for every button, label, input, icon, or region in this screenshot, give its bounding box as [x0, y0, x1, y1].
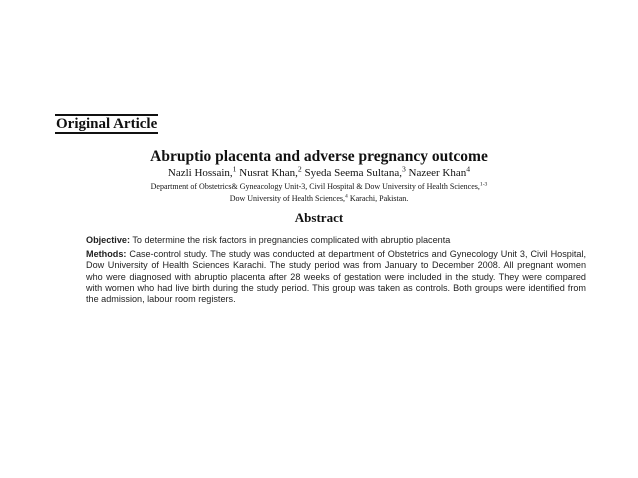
abstract-methods: [86, 249, 586, 305]
affiliation-mark: 4: [345, 193, 348, 200]
author-affiliation-mark: 1: [232, 164, 237, 174]
author-list: [0, 164, 638, 179]
author-name: Nusrat Khan,: [236, 167, 298, 179]
abstract-objective: [86, 235, 586, 246]
author-affiliation-mark: 4: [466, 164, 471, 174]
affiliation-text: Dow University of Health Sciences,: [229, 194, 346, 203]
affiliation-text: Department of Obstetrics& Gyneacology Unit-3, Civil Hospital & Dow University of Health Sciences,: [150, 182, 480, 191]
methods-text: Case-control study. The study was conducted at department of Obstetrics and Gynecology Unit 3, Civil Hospital, Dow University of Health Sciences Karachi. The study period was from January to December 2008. All pregnant women who were diagnosed with abruptio placenta after 28 weeks of gestation were included in the study. They were compared with women who had live birth during the study period. This group was taken as controls. Both groups were identified from the admission, labour room registers.: [86, 249, 586, 305]
objective-text: To determine the risk factors in pregnancies complicated with abruptio placenta: [129, 235, 451, 245]
affiliation-location: Karachi, Pakistan.: [347, 194, 409, 203]
author-affiliation-mark: 3: [401, 164, 406, 174]
affiliation-line-2: [0, 194, 638, 203]
affiliation-line-1: [0, 182, 638, 191]
author-name: Nazli Hossain,: [167, 167, 233, 179]
article-title: Abruptio placenta and adverse pregnancy outcome: [150, 148, 488, 165]
affiliation-mark: 1-3: [479, 181, 488, 188]
methods-label: Methods:: [86, 249, 127, 259]
objective-label: Objective:: [86, 235, 130, 245]
author-affiliation-mark: 2: [297, 164, 302, 174]
author-name: Nazeer Khan: [405, 167, 467, 179]
abstract-heading: Abstract: [294, 210, 344, 225]
section-label: Original Article: [56, 116, 158, 132]
author-name: Syeda Seema Sultana,: [301, 167, 402, 179]
